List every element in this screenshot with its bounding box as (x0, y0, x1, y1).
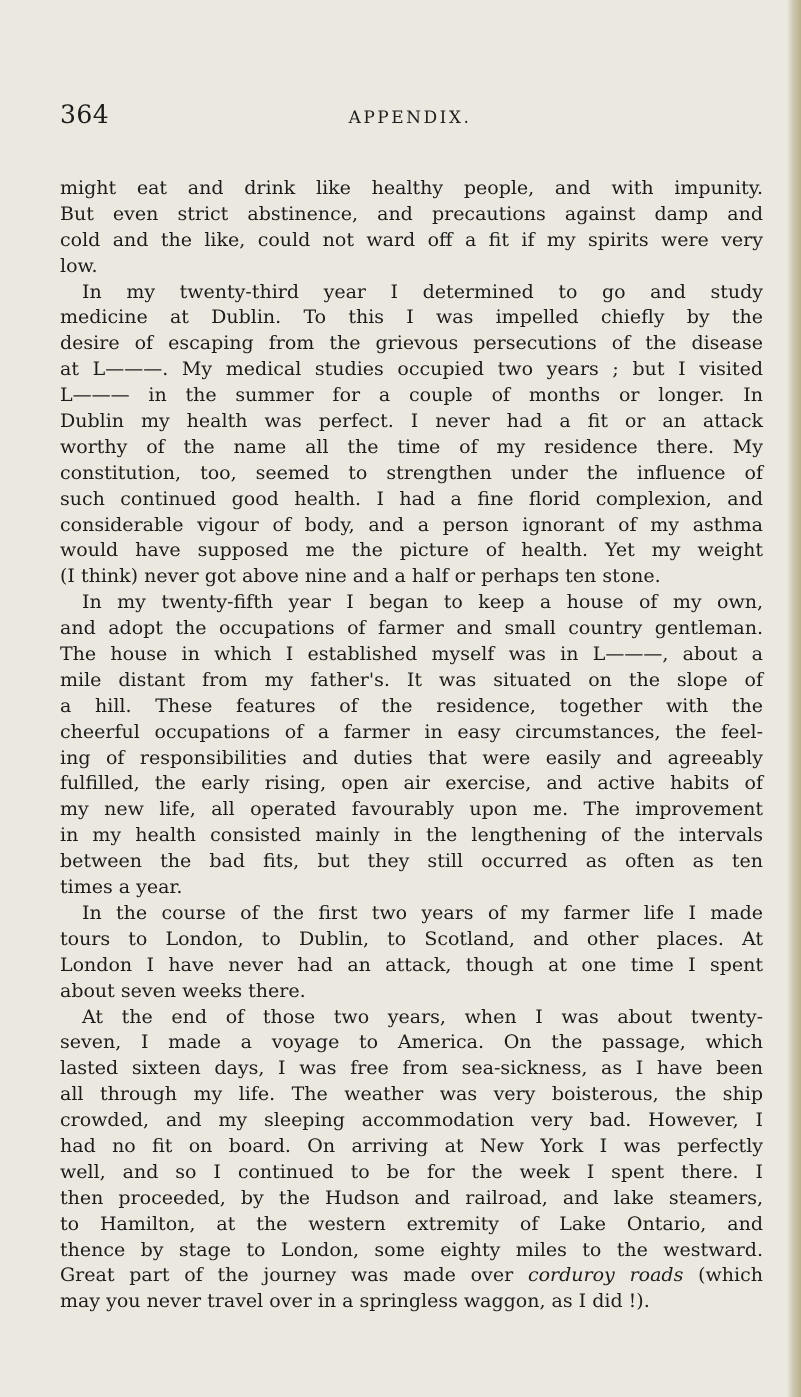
text-line: fulfilled, the early rising, open air exercise, and active habits of (60, 772, 763, 795)
text-line: ing of responsibilities and duties that were easily and agreeably (60, 746, 763, 769)
text-line: L——— in the summer for a couple of months or longer. In (60, 384, 763, 407)
text-line: mile distant from my father's. It was situated on the slope of (60, 668, 763, 691)
text-line: But even strict abstinence, and precautions against damp and (60, 202, 763, 225)
text-line: London I have never had an attack, though at one time I spent (60, 953, 763, 976)
text-line: medicine at Dublin. To this I was impelled chiefly by the (60, 306, 763, 329)
text-line: to Hamilton, at the western extremity of Lake Ontario, and (60, 1212, 763, 1235)
text-line: all through my life. The weather was very boisterous, the ship (60, 1083, 763, 1106)
italic-phrase: corduroy roads (527, 1264, 684, 1287)
running-head: APPENDIX. (348, 108, 472, 128)
text-line: had no fit on board. On arriving at New York I was perfectly (60, 1134, 763, 1157)
text-line: seven, I made a voyage to America. On the passage, which (60, 1031, 763, 1054)
paragraph-start-line: In the course of the first two years of my farmer life I made (82, 901, 763, 924)
page-edge (787, 0, 801, 1397)
body-text (60, 176, 763, 1315)
text-line: cold and the like, could not ward off a fit if my spirits were very (60, 228, 763, 251)
text-line: my new life, all operated favourably upon me. The improvement (60, 798, 763, 821)
text-line: might eat and drink like healthy people, and with impunity. (60, 177, 763, 199)
paragraph-start-line: In my twenty-fifth year I began to keep a house of my own, (82, 591, 763, 614)
text-line: desire of escaping from the grievous persecutions of the disease (60, 332, 763, 355)
page-header (60, 100, 760, 140)
text-line: tours to London, to Dublin, to Scotland, and other places. At (60, 927, 763, 950)
paragraph-start-line: In my twenty-third year I determined to go and study (82, 280, 763, 303)
paragraph-end-line: may you never travel over in a springless waggon, as I did !). (60, 1290, 650, 1313)
paragraph-end-line: times a year. (60, 876, 183, 899)
text-line: then proceeded, by the Hudson and railroad, and lake steamers, (60, 1186, 763, 1209)
text-fragment: Great part of the journey was made over (60, 1264, 514, 1287)
text-line: thence by stage to London, some eighty miles to the westward. (60, 1238, 763, 1261)
text-line: well, and so I continued to be for the week I spent there. I (60, 1160, 763, 1183)
paragraph-end-line: low. (60, 254, 98, 277)
text-fragment: (which (698, 1264, 763, 1287)
text-line: The house in which I established myself was in L———, about a (60, 643, 763, 666)
text-line: Dublin my health was perfect. I never had a fit or an attack (60, 410, 763, 433)
paragraph-end-line: (I think) never got above nine and a half or perhaps ten stone. (60, 565, 661, 588)
text-line: would have supposed me the picture of health. Yet my weight (60, 539, 763, 562)
paragraph-start-line: At the end of those two years, when I was about twenty- (82, 1005, 763, 1028)
text-line: worthy of the name all the time of my residence there. My (60, 435, 763, 458)
text-line: crowded, and my sleeping accommodation very bad. However, I (60, 1109, 763, 1132)
text-line-with-italic (60, 1263, 763, 1289)
text-line: cheerful occupations of a farmer in easy circumstances, the feel- (60, 720, 763, 743)
text-line: such continued good health. I had a fine florid complexion, and (60, 487, 763, 510)
text-line: considerable vigour of body, and a person ignorant of my asthma (60, 513, 763, 536)
text-line: between the bad fits, but they still occurred as often as ten (60, 850, 763, 873)
text-line: lasted sixteen days, I was free from sea-sickness, as I have been (60, 1057, 763, 1080)
text-line: a hill. These features of the residence, together with the (60, 694, 763, 717)
page-number: 364 (60, 100, 110, 129)
text-line: at L———. My medical studies occupied two years ; but I visited (60, 358, 763, 381)
text-line: and adopt the occupations of farmer and small country gentleman. (60, 617, 763, 640)
text-line: in my health consisted mainly in the lengthening of the intervals (60, 824, 763, 847)
text-line: constitution, too, seemed to strengthen under the influence of (60, 461, 763, 484)
paragraph-end-line: about seven weeks there. (60, 979, 306, 1002)
